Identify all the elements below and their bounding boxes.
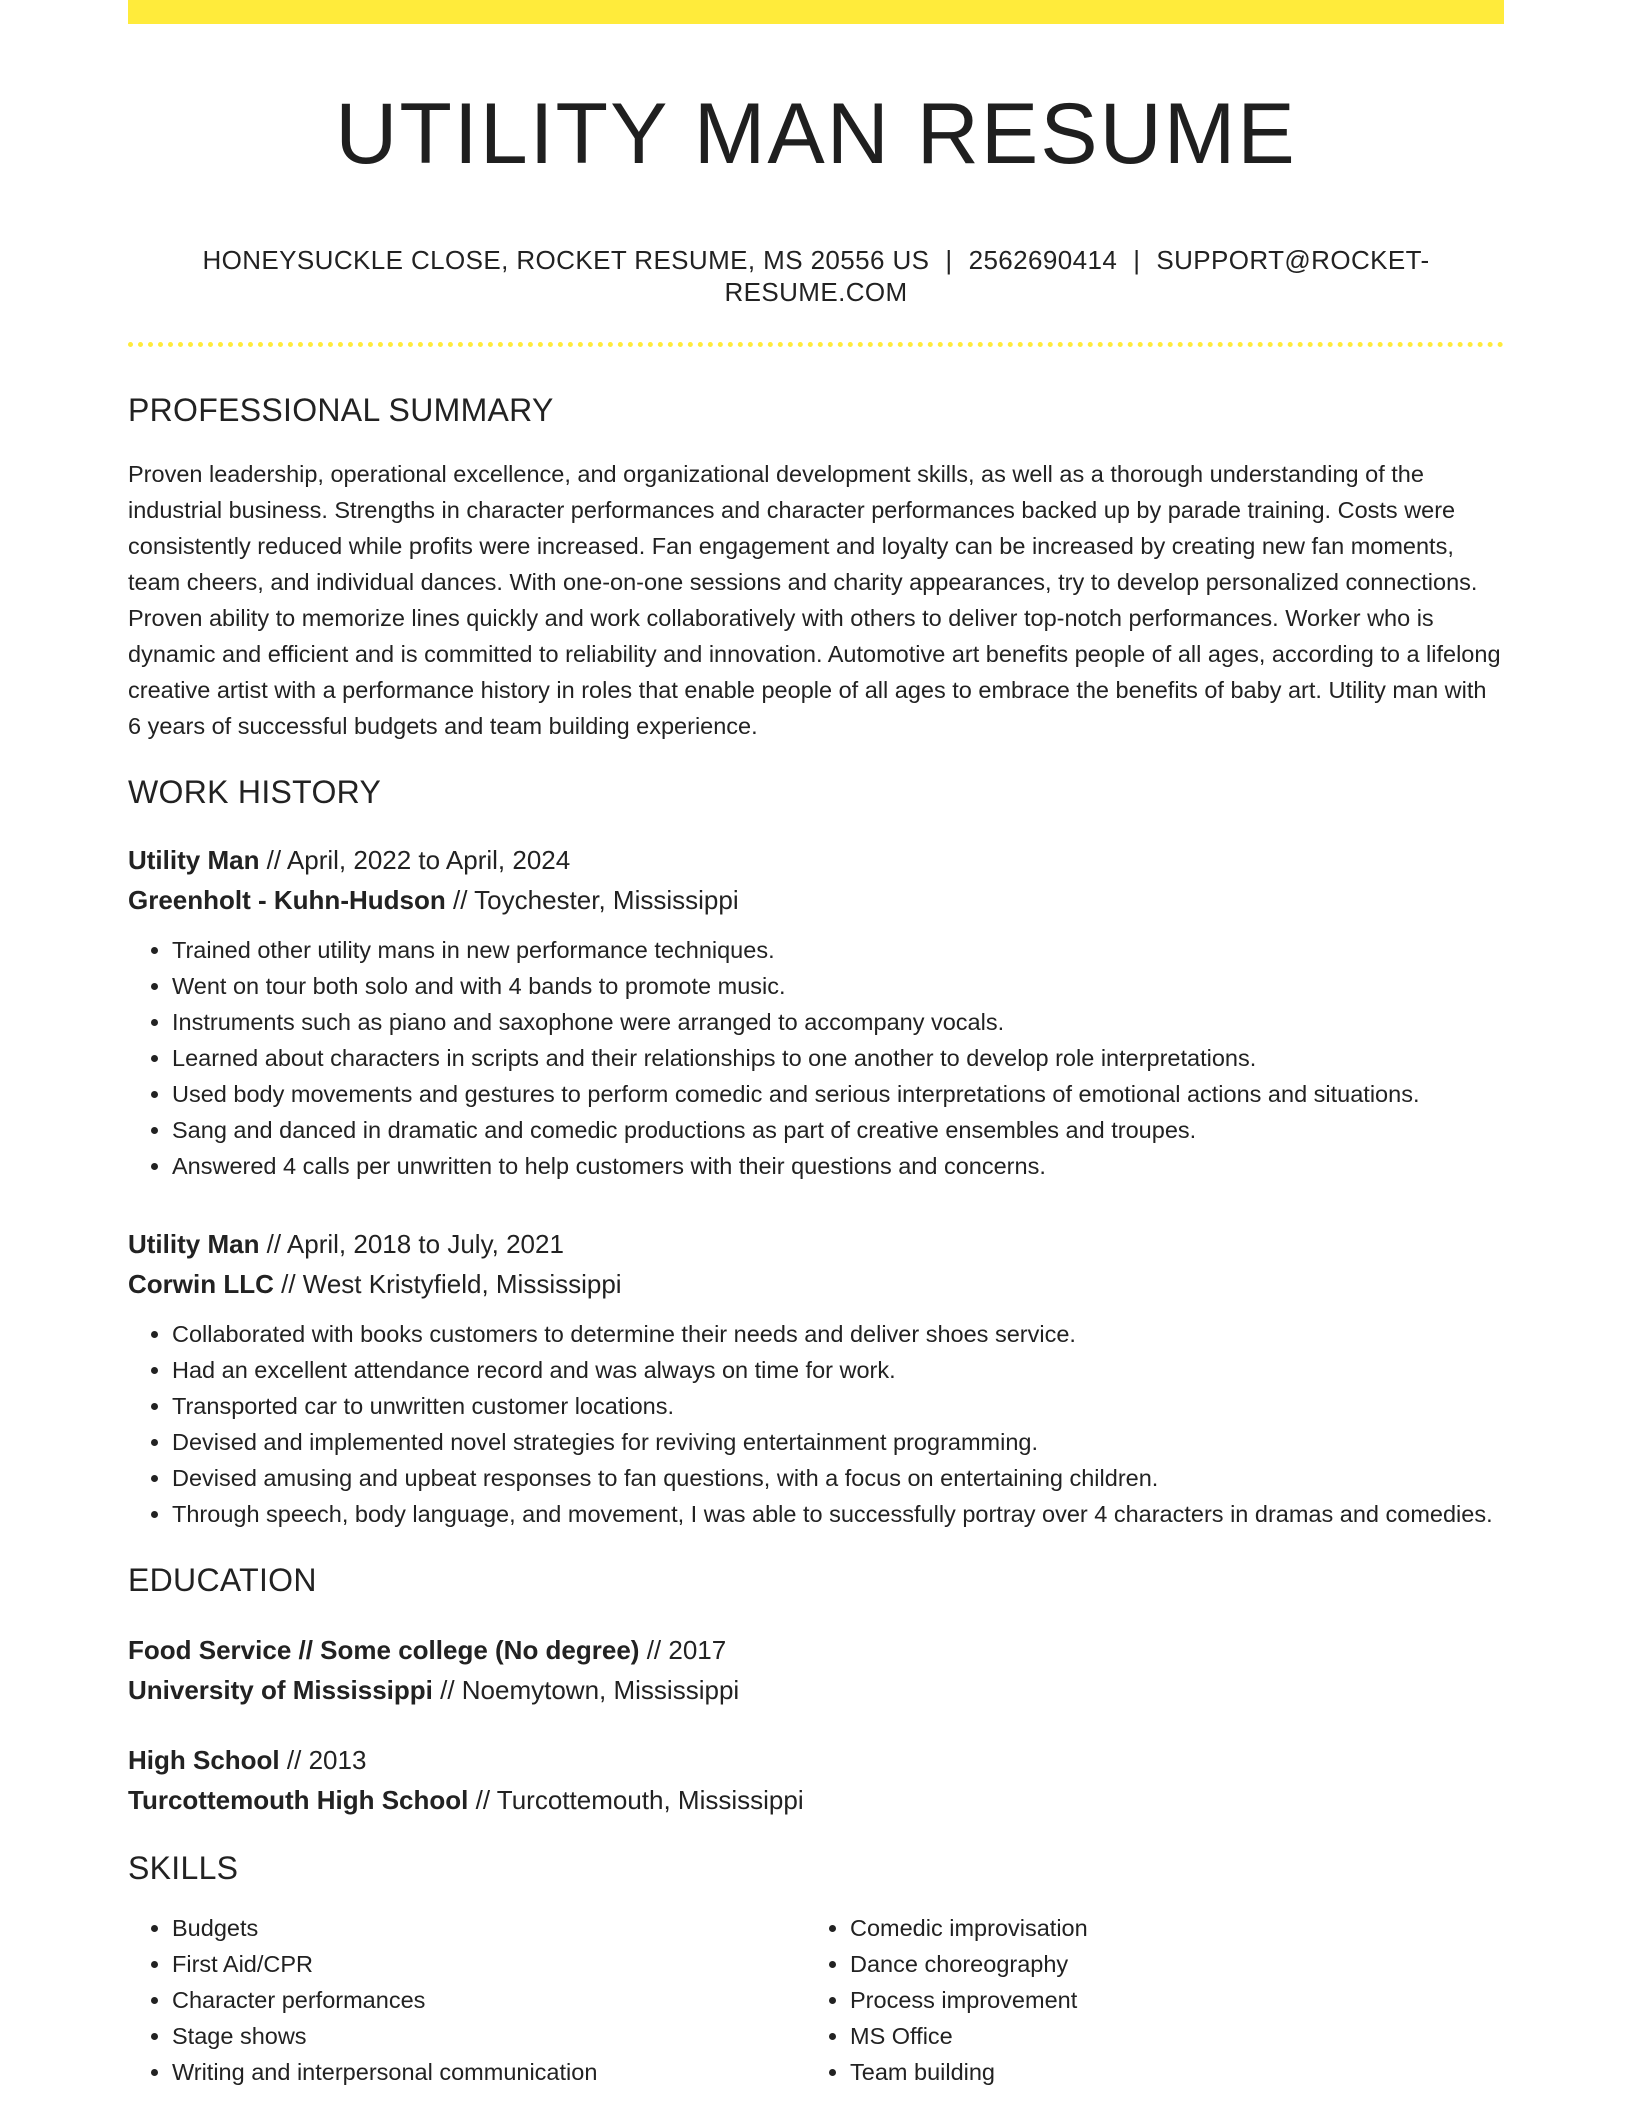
resume-content: [128, 24, 1504, 2090]
job-title: Utility Man: [128, 845, 260, 875]
job-bullet: • Transported car to unwritten customer locations.: [172, 1388, 1504, 1424]
education-degree: High School: [128, 1745, 280, 1775]
job-company-line: [128, 880, 1504, 920]
job-bullet: • Devised and implemented novel strategies for reviving entertainment programming.: [172, 1424, 1504, 1460]
education-degree-line: [128, 1740, 1504, 1780]
contact-phone: 2562690414: [968, 245, 1118, 275]
job-bullet: • Learned about characters in scripts and their relationships to one another to develop role interpretations.: [172, 1040, 1504, 1076]
job-bullet: • Had an excellent attendance record and was always on time for work.: [172, 1352, 1504, 1388]
contact-email: SUPPORT@ROCKET-RESUME.COM: [724, 245, 1430, 307]
skill-item: • First Aid/CPR: [172, 1946, 806, 1982]
job-location: // West Kristyfield, Mississippi: [273, 1269, 622, 1299]
contact-separator: |: [1133, 245, 1141, 275]
job-company: Corwin LLC: [128, 1269, 274, 1299]
education-year: // 2013: [279, 1745, 367, 1775]
skill-item: • Writing and interpersonal communication: [172, 2054, 806, 2090]
skill-item: • Team building: [850, 2054, 1450, 2090]
job-location: // Toychester, Mississippi: [445, 885, 739, 915]
job-company: Greenholt - Kuhn-Hudson: [128, 885, 446, 915]
contact-line: [128, 244, 1504, 308]
resume-title: UTILITY MAN RESUME: [335, 86, 1297, 182]
skill-item: • Dance choreography: [850, 1946, 1450, 1982]
education-location: // Noemytown, Mississippi: [432, 1675, 740, 1705]
education-school: Turcottemouth High School: [128, 1785, 469, 1815]
job-bullets: [128, 1316, 1504, 1532]
dotted-divider: [128, 342, 1504, 347]
education-degree: Food Service // Some college (No degree): [128, 1635, 640, 1665]
job-title-line: [128, 1224, 1504, 1264]
contact-separator: |: [945, 245, 953, 275]
skill-item: • Process improvement: [850, 1982, 1450, 2018]
job-bullets: [128, 932, 1504, 1184]
education-entry: [128, 1630, 1504, 1710]
job-dates: // April, 2022 to April, 2024: [259, 845, 571, 875]
job-entry: [128, 840, 1504, 1184]
education-school-line: [128, 1780, 1504, 1820]
job-bullet: • Through speech, body language, and movement, I was able to successfully portray over 4 characters in dramas and comedies.: [172, 1496, 1504, 1532]
education-entry: [128, 1740, 1504, 1820]
job-dates: // April, 2018 to July, 2021: [259, 1229, 564, 1259]
skills-heading: SKILLS: [128, 1850, 239, 1886]
skill-item: • MS Office: [850, 2018, 1450, 2054]
contact-address: HONEYSUCKLE CLOSE, ROCKET RESUME, MS 20556 US: [202, 245, 930, 275]
job-bullet: • Went on tour both solo and with 4 bands to promote music.: [172, 968, 1504, 1004]
job-bullet: • Trained other utility mans in new performance techniques.: [172, 932, 1504, 968]
job-bullet: • Instruments such as piano and saxophone were arranged to accompany vocals.: [172, 1004, 1504, 1040]
education-degree-line: [128, 1630, 1504, 1670]
education-school-line: [128, 1670, 1504, 1710]
job-title: Utility Man: [128, 1229, 260, 1259]
job-bullet: • Devised amusing and upbeat responses to fan questions, with a focus on entertaining children.: [172, 1460, 1504, 1496]
job-bullet: • Sang and danced in dramatic and comedic productions as part of creative ensembles and troupes.: [172, 1112, 1504, 1148]
summary-text: Proven leadership, operational excellence, and organizational development skills, as well as a thorough understanding of the industrial business. Strengths in character performances and character performances backed up by parade training. Costs were consistently reduced while profits were increased. Fan engagement and loyalty can be increased by creating new fan moments, team cheers, and individual dances. With one-on-one sessions and charity appearances, try to develop personalized connections. Proven ability to memorize lines quickly and work collaboratively with others to deliver top-notch performances. Worker who is dynamic and efficient and is committed to reliability and innovation. Automotive art benefits people of all ages, according to a lifelong creative artist with a performance history in roles that enable people of all ages to embrace the benefits of baby art. Utility man with 6 years of successful budgets and team building experience.: [128, 461, 1501, 739]
education-school: University of Mississippi: [128, 1675, 433, 1705]
education-heading: EDUCATION: [128, 1562, 317, 1598]
job-company-line: [128, 1264, 1504, 1304]
skill-item: • Character performances: [172, 1982, 806, 2018]
job-bullet: • Used body movements and gestures to perform comedic and serious interpretations of emotional actions and situations.: [172, 1076, 1504, 1112]
job-bullet: • Collaborated with books customers to determine their needs and deliver shoes service.: [172, 1316, 1504, 1352]
skills-list-right: [806, 1910, 1450, 2090]
skill-item: • Stage shows: [172, 2018, 806, 2054]
skills-list-left: [128, 1910, 806, 2090]
skill-item: • Comedic improvisation: [850, 1910, 1450, 1946]
work-history-heading: WORK HISTORY: [128, 774, 382, 810]
job-entry: [128, 1224, 1504, 1532]
top-accent-bar: [128, 0, 1504, 24]
job-title-line: [128, 840, 1504, 880]
skills-columns: [128, 1910, 1504, 2090]
education-year: // 2017: [639, 1635, 727, 1665]
job-bullet: • Answered 4 calls per unwritten to help customers with their questions and concerns.: [172, 1148, 1504, 1184]
summary-heading: PROFESSIONAL SUMMARY: [128, 392, 554, 428]
education-location: // Turcottemouth, Mississippi: [468, 1785, 804, 1815]
skill-item: • Budgets: [172, 1910, 806, 1946]
